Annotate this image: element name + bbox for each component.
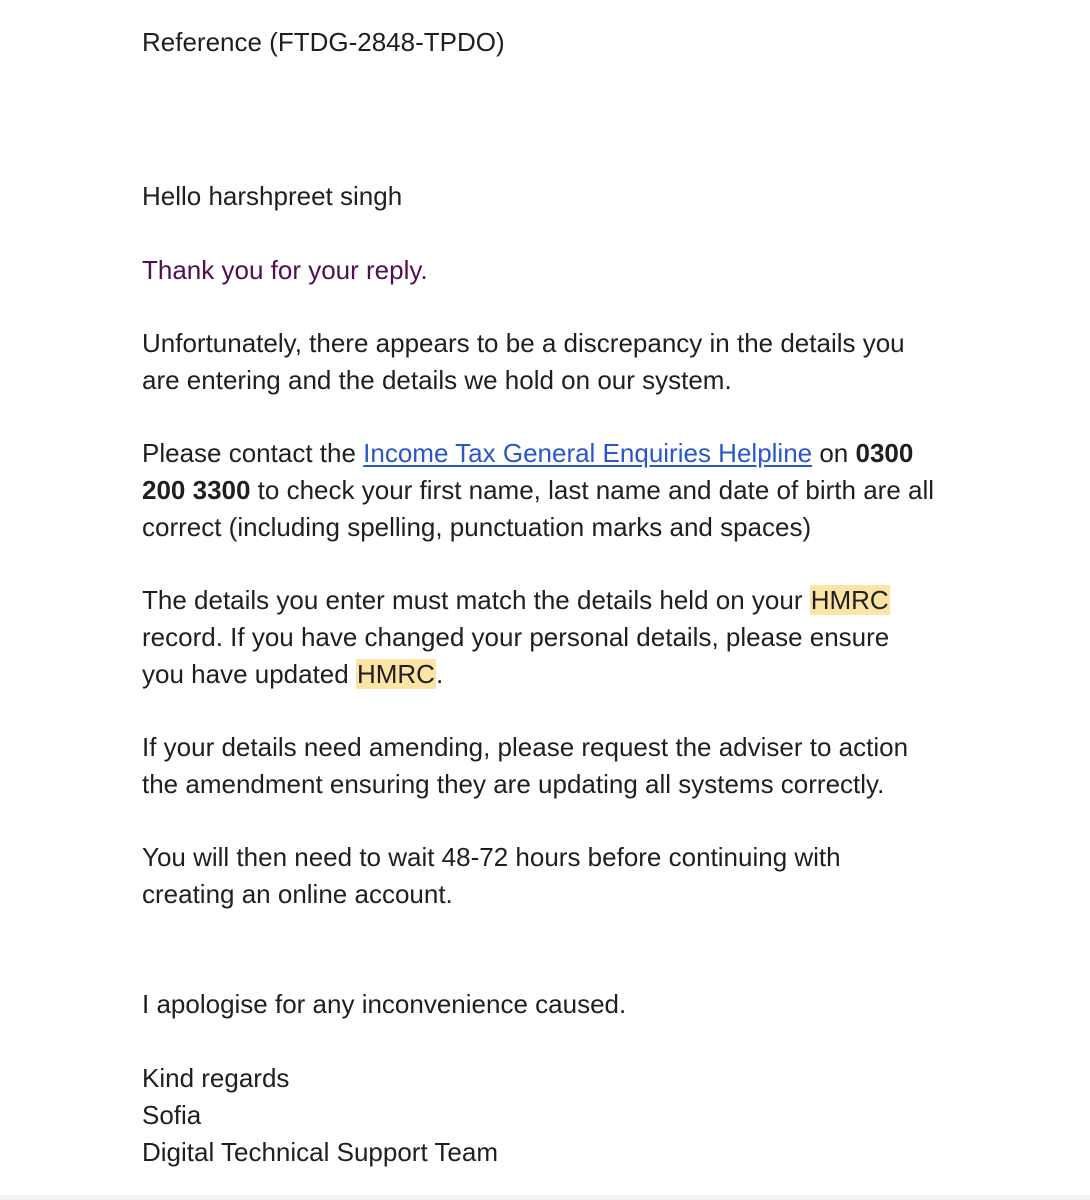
paragraph-line: If your details need amending, please request the adviser to action <box>142 732 909 762</box>
paragraph-line: record. If you have changed your personal details, please ensure <box>142 622 890 652</box>
details-line3-suffix: . <box>435 659 444 689</box>
reference-line: Reference (FTDG-2848-TPDO) <box>142 27 505 57</box>
paragraph-line: Unfortunately, there appears to be a discrepancy in the details you <box>142 328 905 358</box>
contact-line2-rest: to check your first name, last name and date of birth are all <box>250 475 935 505</box>
amend-paragraph <box>142 729 908 803</box>
paragraph-line <box>142 656 890 693</box>
helpline-link[interactable]: Income Tax General Enquiries Helpline <box>363 438 813 468</box>
sender-team: Digital Technical Support Team <box>142 1137 499 1167</box>
paragraph-line: correct (including spelling, punctuation marks and spaces) <box>142 512 812 542</box>
paragraph-line: the amendment ensuring they are updating all systems correctly. <box>142 769 885 799</box>
details-paragraph <box>142 582 890 693</box>
contact-mid: on <box>812 438 856 468</box>
closing-line: Kind regards <box>142 1063 290 1093</box>
phone-number-part1: 0300 <box>855 438 914 468</box>
hmrc-highlight: HMRC <box>810 585 889 615</box>
sender-name: Sofia <box>142 1100 202 1130</box>
details-line1-prefix: The details you enter must match the details held on your <box>142 585 810 615</box>
paragraph-line: creating an online account. <box>142 879 453 909</box>
greeting: Hello harshpreet singh <box>142 181 403 211</box>
contact-prefix: Please contact the <box>142 438 364 468</box>
paragraph-line <box>142 582 890 619</box>
paragraph-line: are entering and the details we hold on our system. <box>142 365 732 395</box>
details-line3-prefix: you have updated <box>142 659 356 689</box>
hmrc-highlight: HMRC <box>356 659 435 689</box>
paragraph-line: You will then need to wait 48-72 hours before continuing with <box>142 842 841 872</box>
thanks-line: Thank you for your reply. <box>142 255 428 285</box>
wait-paragraph <box>142 839 841 913</box>
signoff <box>142 1060 498 1171</box>
bottom-divider <box>0 1195 1090 1200</box>
contact-paragraph <box>142 435 934 546</box>
phone-number-part2: 200 3300 <box>142 475 251 505</box>
discrepancy-paragraph <box>142 325 905 399</box>
paragraph-line <box>142 472 934 509</box>
apology-line: I apologise for any inconvenience caused. <box>142 989 627 1019</box>
paragraph-line <box>142 435 934 472</box>
